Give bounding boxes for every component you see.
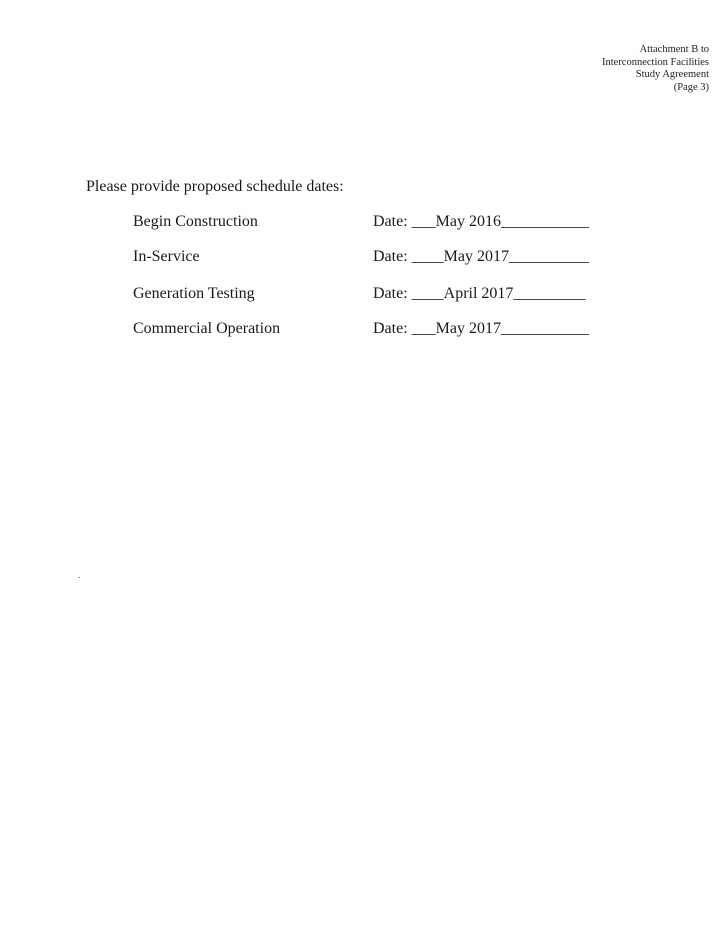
- schedule-row-commercial-operation: [0, 320, 725, 342]
- schedule-label: In-Service: [133, 248, 200, 265]
- attachment-header: [602, 44, 709, 94]
- schedule-row-begin-construction: [0, 213, 725, 235]
- schedule-date: Date: ____May 2017__________: [373, 248, 589, 265]
- schedule-date: Date: ____April 2017_________: [373, 285, 586, 302]
- header-line: Interconnection Facilities: [601, 56, 709, 68]
- header-line: Study Agreement: [635, 69, 709, 80]
- schedule-label: Commercial Operation: [133, 320, 281, 337]
- page-number: (Page 3): [673, 81, 709, 93]
- schedule-row-generation-testing: [0, 285, 725, 307]
- schedule-label: Generation Testing: [133, 285, 255, 302]
- schedule-row-in-service: [0, 248, 725, 270]
- schedule-label: Begin Construction: [133, 213, 258, 230]
- header-line: Attachment B to: [639, 44, 709, 55]
- scan-speck: [78, 577, 80, 578]
- schedule-date: Date: ___May 2016___________: [373, 213, 589, 230]
- schedule-date: Date: ___May 2017___________: [373, 320, 589, 337]
- schedule-intro: Please provide proposed schedule dates:: [86, 178, 344, 195]
